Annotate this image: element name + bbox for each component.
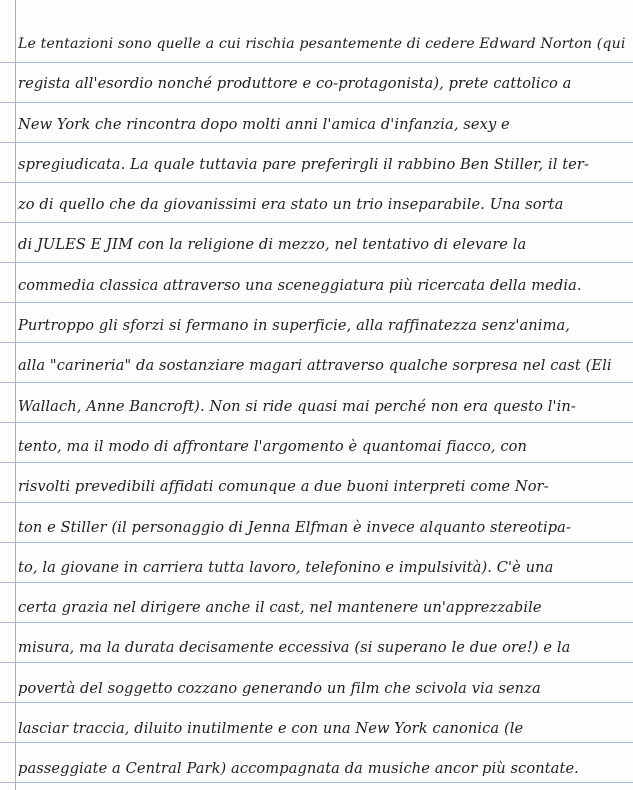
text-line: commedia classica attraverso una sceneggiatura più ricercata della media.: [18, 276, 582, 294]
text-line: misura, ma la durata decisamente eccessiva (si superano le due ore!) e la: [18, 639, 571, 657]
text-line: ton e Stiller (il personaggio di Jenna Elfman è invece alquanto stereotipa-: [18, 518, 571, 536]
text-line: regista all'esordio nonché produttore e co-protagonista), prete cattolico a: [18, 75, 572, 93]
margin-rule: [15, 0, 16, 790]
text-line: lasciar traccia, diluito inutilmente e con una New York canonica (le: [18, 720, 524, 738]
text-line: Purtroppo gli sforzi si fermano in superficie, alla raffinatezza senz'anima,: [18, 317, 571, 335]
text-line: New York che rincontra dopo molti anni l'amica d'infanzia, sexy e: [18, 115, 510, 133]
handwritten-text-block: [18, 0, 629, 790]
text-line: risvolti prevedibili affidati comunque a due buoni interpreti come Nor-: [18, 478, 549, 496]
text-line: povertà del soggetto cozzano generando un film che scivola via senza: [18, 679, 541, 697]
text-line: to, la giovane in carriera tutta lavoro, telefonino e impulsività). C'è una: [18, 558, 554, 576]
text-line: spregiudicata. La quale tuttavia pare preferirgli il rabbino Ben Stiller, il ter-: [18, 155, 590, 173]
text-line: Le tentazioni sono quelle a cui rischia pesantemente di cedere Edward Norton (qui: [18, 36, 626, 52]
text-line: passeggiate a Central Park) accompagnata da musiche ancor più scontate.: [18, 760, 579, 778]
text-line: Wallach, Anne Bancroft). Non si ride quasi mai perché non era questo l'in-: [18, 397, 576, 415]
text-line: certa grazia nel dirigere anche il cast, nel mantenere un'apprezzabile: [18, 599, 542, 617]
text-line: tento, ma il modo di affrontare l'argomento è quantomai fiacco, con: [18, 437, 528, 455]
text-line: di JULES E JIM con la religione di mezzo, nel tentativo di elevare la: [18, 236, 527, 254]
text-line: alla "carineria" da sostanziare magari attraverso qualche sorpresa nel cast (Eli: [18, 357, 612, 375]
text-line: zo di quello che da giovanissimi era stato un trio inseparabile. Una sorta: [18, 196, 564, 214]
